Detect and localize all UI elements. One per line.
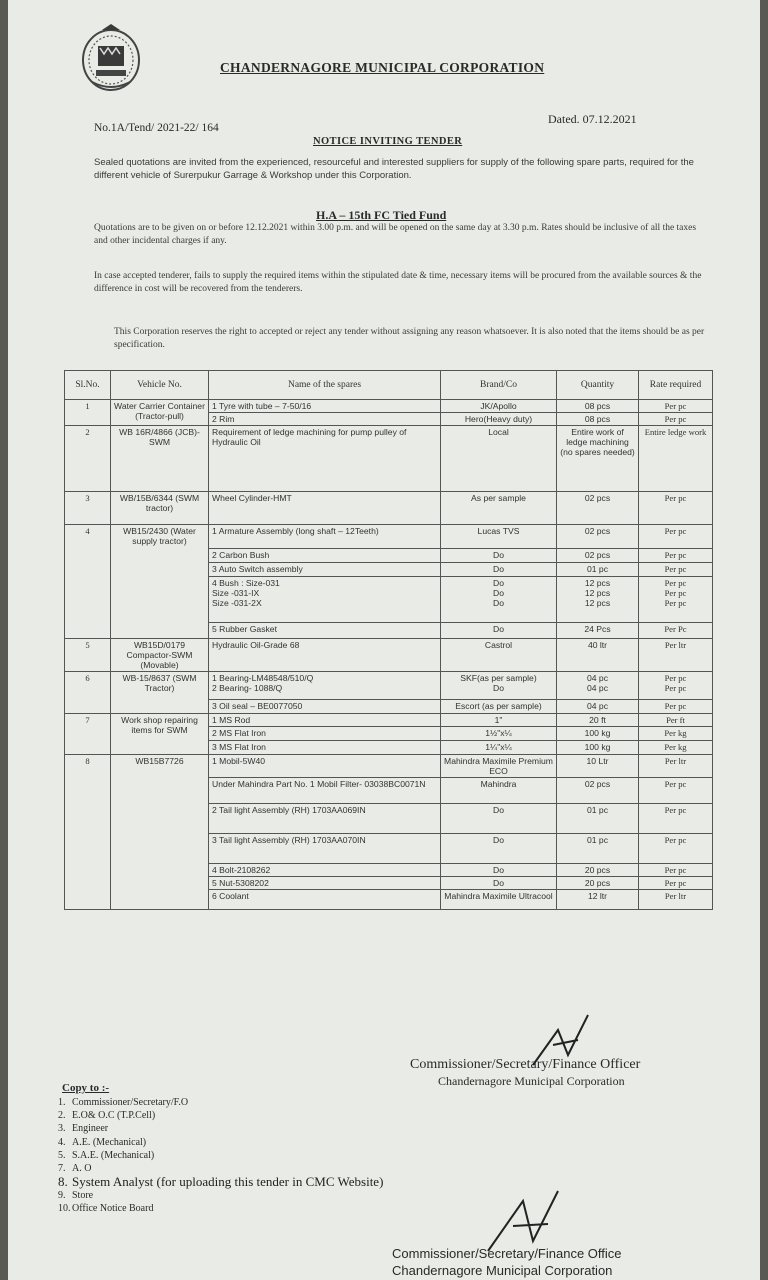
cell-quantity: 01 pc	[557, 563, 639, 577]
cell-quantity: 20 ft	[557, 714, 639, 727]
cell-rate: Per kg	[639, 741, 713, 755]
list-item: 9. Store	[58, 1190, 94, 1202]
cell-rate: Per pc	[639, 778, 713, 804]
cell-rate: Per pc Per pc	[639, 672, 713, 700]
cell-sl-no: 3	[65, 492, 111, 525]
cell-spares-name: Under Mahindra Part No. 1 Mobil Filter- 03038BC0071N	[209, 778, 441, 804]
list-item: 1. Commissioner/Secretary/F.O	[58, 1097, 189, 1108]
reference-number: No.1A/Tend/ 2021-22/ 164	[94, 122, 219, 134]
cell-brand: Lucas TVS	[441, 525, 557, 549]
cell-quantity: 12 pcs 12 pcs 12 pcs	[557, 577, 639, 623]
cell-spares-name: 3 Tail light Assembly (RH) 1703AA070IN	[209, 834, 441, 864]
signature-scribble-icon	[528, 1010, 598, 1070]
cell-brand: Do	[441, 623, 557, 639]
list-item: 10. Office Notice Board	[58, 1203, 154, 1215]
cell-rate: Per pc Per pc Per pc	[639, 577, 713, 623]
cell-quantity: 100 kg	[557, 727, 639, 741]
cell-brand: Do	[441, 877, 557, 890]
cell-brand: As per sample	[441, 492, 557, 525]
cell-brand: Escort (as per sample)	[441, 700, 557, 714]
header-vehicle-no: Vehicle No.	[111, 371, 209, 400]
list-item: 4. A.E. (Mechanical)	[58, 1136, 147, 1148]
cell-rate: Per pc	[639, 877, 713, 890]
cell-rate: Per ltr	[639, 755, 713, 778]
quotation-deadline-paragraph: Quotations are to be given on or before 12.12.2021 within 3.00 p.m. and will be opened on the same day at 3.30 p.m. Rates should be inclusive of all the taxes and other incidental charges if any.	[94, 223, 697, 246]
cell-quantity: 20 pcs	[557, 864, 639, 877]
table-header-row	[65, 371, 713, 400]
cell-sl-no: 4	[65, 525, 111, 639]
cell-quantity: 01 pc	[557, 834, 639, 864]
cell-spares-name: 3 MS Flat Iron	[209, 741, 441, 755]
cell-spares-name: 3 Auto Switch assembly	[209, 563, 441, 577]
cell-spares-name: 1 Mobil-5W40	[209, 755, 441, 778]
cell-quantity: 04 pc 04 pc	[557, 672, 639, 700]
cell-brand: Mahindra	[441, 778, 557, 804]
cell-brand: Do	[441, 804, 557, 834]
cell-rate: Per pc	[639, 700, 713, 714]
cell-brand: Do Do Do	[441, 577, 557, 623]
table-row	[65, 714, 713, 727]
cell-rate: Per pc	[639, 400, 713, 413]
signature-org-secondary: Chandernagore Municipal Corporation	[392, 1263, 613, 1278]
cell-quantity: 10 Ltr	[557, 755, 639, 778]
cell-spares-name: Hydraulic Oil-Grade 68	[209, 639, 441, 672]
cell-rate: Entire ledge work	[639, 426, 713, 492]
cell-rate: Per pc	[639, 525, 713, 549]
cell-brand: Do	[441, 549, 557, 563]
rights-reserved-paragraph: This Corporation reserves the right to accepted or reject any tender without assigning any reason whatsoever. It is also noted that the items should be as per specification.	[114, 327, 705, 350]
cell-quantity: 08 pcs	[557, 413, 639, 426]
spares-table	[64, 370, 713, 910]
cell-vehicle-no: Water Carrier Container (Tractor-pull)	[111, 400, 209, 426]
cell-spares-name: 1 MS Rod	[209, 714, 441, 727]
cell-sl-no: 1	[65, 400, 111, 426]
header-spares-name: Name of the spares	[209, 371, 441, 400]
cell-sl-no: 2	[65, 426, 111, 492]
cell-vehicle-no: WB 16R/4866 (JCB)-SWM	[111, 426, 209, 492]
cell-sl-no: 7	[65, 714, 111, 755]
cell-quantity: 01 pc	[557, 804, 639, 834]
cell-vehicle-no: WB-15/8637 (SWM Tractor)	[111, 672, 209, 714]
cell-brand: Local	[441, 426, 557, 492]
cell-vehicle-no: Work shop repairing items for SWM	[111, 714, 209, 755]
cell-rate: Per pc	[639, 549, 713, 563]
copy-to-list	[58, 1096, 383, 1216]
cell-quantity: 02 pcs	[557, 549, 639, 563]
cell-spares-name: 2 Tail light Assembly (RH) 1703AA069IN	[209, 804, 441, 834]
cell-brand: 1"	[441, 714, 557, 727]
cell-brand: Do	[441, 563, 557, 577]
cell-quantity: 100 kg	[557, 741, 639, 755]
cell-rate: Per pc	[639, 864, 713, 877]
document-page	[8, 0, 760, 1280]
cell-spares-name: 1 Tyre with tube – 7-50/16	[209, 400, 441, 413]
cell-quantity: 08 pcs	[557, 400, 639, 413]
list-item: 7. A. O	[58, 1163, 92, 1175]
cell-quantity: 24 Pcs	[557, 623, 639, 639]
table-row	[65, 400, 713, 413]
intro-paragraph: Sealed quotations are invited from the experienced, resourceful and interested suppliers for supply of the following spare parts, required for the different vehicle of Surerpukur Garrage & Workshop under this Corporation.	[94, 157, 694, 181]
table-row	[65, 755, 713, 778]
cell-sl-no: 6	[65, 672, 111, 714]
cell-quantity: 20 pcs	[557, 877, 639, 890]
header-rate: Rate required	[639, 371, 713, 400]
cell-spares-name: 5 Rubber Gasket	[209, 623, 441, 639]
cell-rate: Per pc	[639, 413, 713, 426]
header-brand: Brand/Co	[441, 371, 557, 400]
table-row	[65, 672, 713, 700]
cell-spares-name: 4 Bolt-2108262	[209, 864, 441, 877]
cell-brand: Do	[441, 834, 557, 864]
cell-rate: Per ft	[639, 714, 713, 727]
cell-brand: JK/Apollo	[441, 400, 557, 413]
cell-brand: SKF(as per sample) Do	[441, 672, 557, 700]
cell-spares-name: 2 MS Flat Iron	[209, 727, 441, 741]
table-row	[65, 525, 713, 549]
list-item: 8. System Analyst (for uploading this tender in CMC Website)	[58, 1174, 384, 1190]
signature-title-primary: Commissioner/Secretary/Finance Officer	[410, 1057, 641, 1072]
cell-vehicle-no: WB/15B/6344 (SWM tractor)	[111, 492, 209, 525]
cell-spares-name: 1 Bearing-LM48548/510/Q 2 Bearing- 1088/Q	[209, 672, 441, 700]
cell-rate: Per ltr	[639, 890, 713, 910]
table-row	[65, 492, 713, 525]
cell-rate: Per pc	[639, 834, 713, 864]
signature-title-secondary: Commissioner/Secretary/Finance Office	[392, 1246, 622, 1261]
cell-rate: Per pc	[639, 804, 713, 834]
cell-spares-name: 6 Coolant	[209, 890, 441, 910]
cell-spares-name: 3 Oil seal – BE0077050	[209, 700, 441, 714]
table-row	[65, 426, 713, 492]
list-item: 3. Engineer	[58, 1123, 109, 1135]
cell-spares-name: 1 Armature Assembly (long shaft – 12Teeth)	[209, 525, 441, 549]
cell-sl-no: 8	[65, 755, 111, 910]
cell-spares-name: 2 Rim	[209, 413, 441, 426]
list-item: 5. S.A.E. (Mechanical)	[58, 1149, 155, 1161]
cell-spares-name: Wheel Cylinder-HMT	[209, 492, 441, 525]
cell-rate: Per Pc	[639, 623, 713, 639]
cell-spares-name: 4 Bush : Size-031 Size -031-IX Size -031-2X	[209, 577, 441, 623]
cell-quantity: 12 ltr	[557, 890, 639, 910]
cell-rate: Per kg	[639, 727, 713, 741]
notice-title: NOTICE INVITING TENDER	[313, 136, 463, 147]
notice-date: Dated. 07.12.2021	[548, 112, 637, 126]
cell-quantity: Entire work of ledge machining (no spares needed)	[557, 426, 639, 492]
cell-brand: 1¼"x¼	[441, 741, 557, 755]
cell-vehicle-no: WB15B7726	[111, 755, 209, 910]
copy-to-title: Copy to :-	[62, 1082, 110, 1094]
cell-quantity: 04 pc	[557, 700, 639, 714]
cell-quantity: 40 ltr	[557, 639, 639, 672]
cell-brand: Do	[441, 864, 557, 877]
cell-quantity: 02 pcs	[557, 492, 639, 525]
cell-brand: Mahindra Maximile Premium ECO	[441, 755, 557, 778]
cell-quantity: 02 pcs	[557, 525, 639, 549]
cell-rate: Per pc	[639, 492, 713, 525]
cell-vehicle-no: WB15D/0179 Compactor-SWM (Movable)	[111, 639, 209, 672]
corporation-emblem-icon	[78, 22, 144, 94]
cell-vehicle-no: WB15/2430 (Water supply tractor)	[111, 525, 209, 639]
list-item: 2. E.O& O.C (T.P.Cell)	[58, 1110, 156, 1122]
cell-spares-name: 2 Carbon Bush	[209, 549, 441, 563]
cell-brand: Castrol	[441, 639, 557, 672]
cell-spares-name: 5 Nut-5308202	[209, 877, 441, 890]
failure-clause-paragraph: In case accepted tenderer, fails to supply the required items within the stipulated date & time, necessary items will be procured from the available sources & the difference in cost will be recovered from the tenderers.	[94, 271, 702, 294]
header-quantity: Quantity	[557, 371, 639, 400]
cell-brand: 1½"x¼	[441, 727, 557, 741]
cell-brand: Hero(Heavy duty)	[441, 413, 557, 426]
cell-rate: Per ltr	[639, 639, 713, 672]
table-row	[65, 639, 713, 672]
cell-rate: Per pc	[639, 563, 713, 577]
cell-spares-name: Requirement of ledge machining for pump pulley of Hydraulic Oil	[209, 426, 441, 492]
cell-sl-no: 5	[65, 639, 111, 672]
cell-quantity: 02 pcs	[557, 778, 639, 804]
cell-brand: Mahindra Maximile Ultracool	[441, 890, 557, 910]
signature-org-primary: Chandernagore Municipal Corporation	[438, 1074, 625, 1088]
fund-title: H.A – 15th FC Tied Fund	[316, 208, 447, 222]
org-name-heading: CHANDERNAGORE MUNICIPAL CORPORATION	[220, 60, 545, 75]
header-sl-no: Sl.No.	[65, 371, 111, 400]
